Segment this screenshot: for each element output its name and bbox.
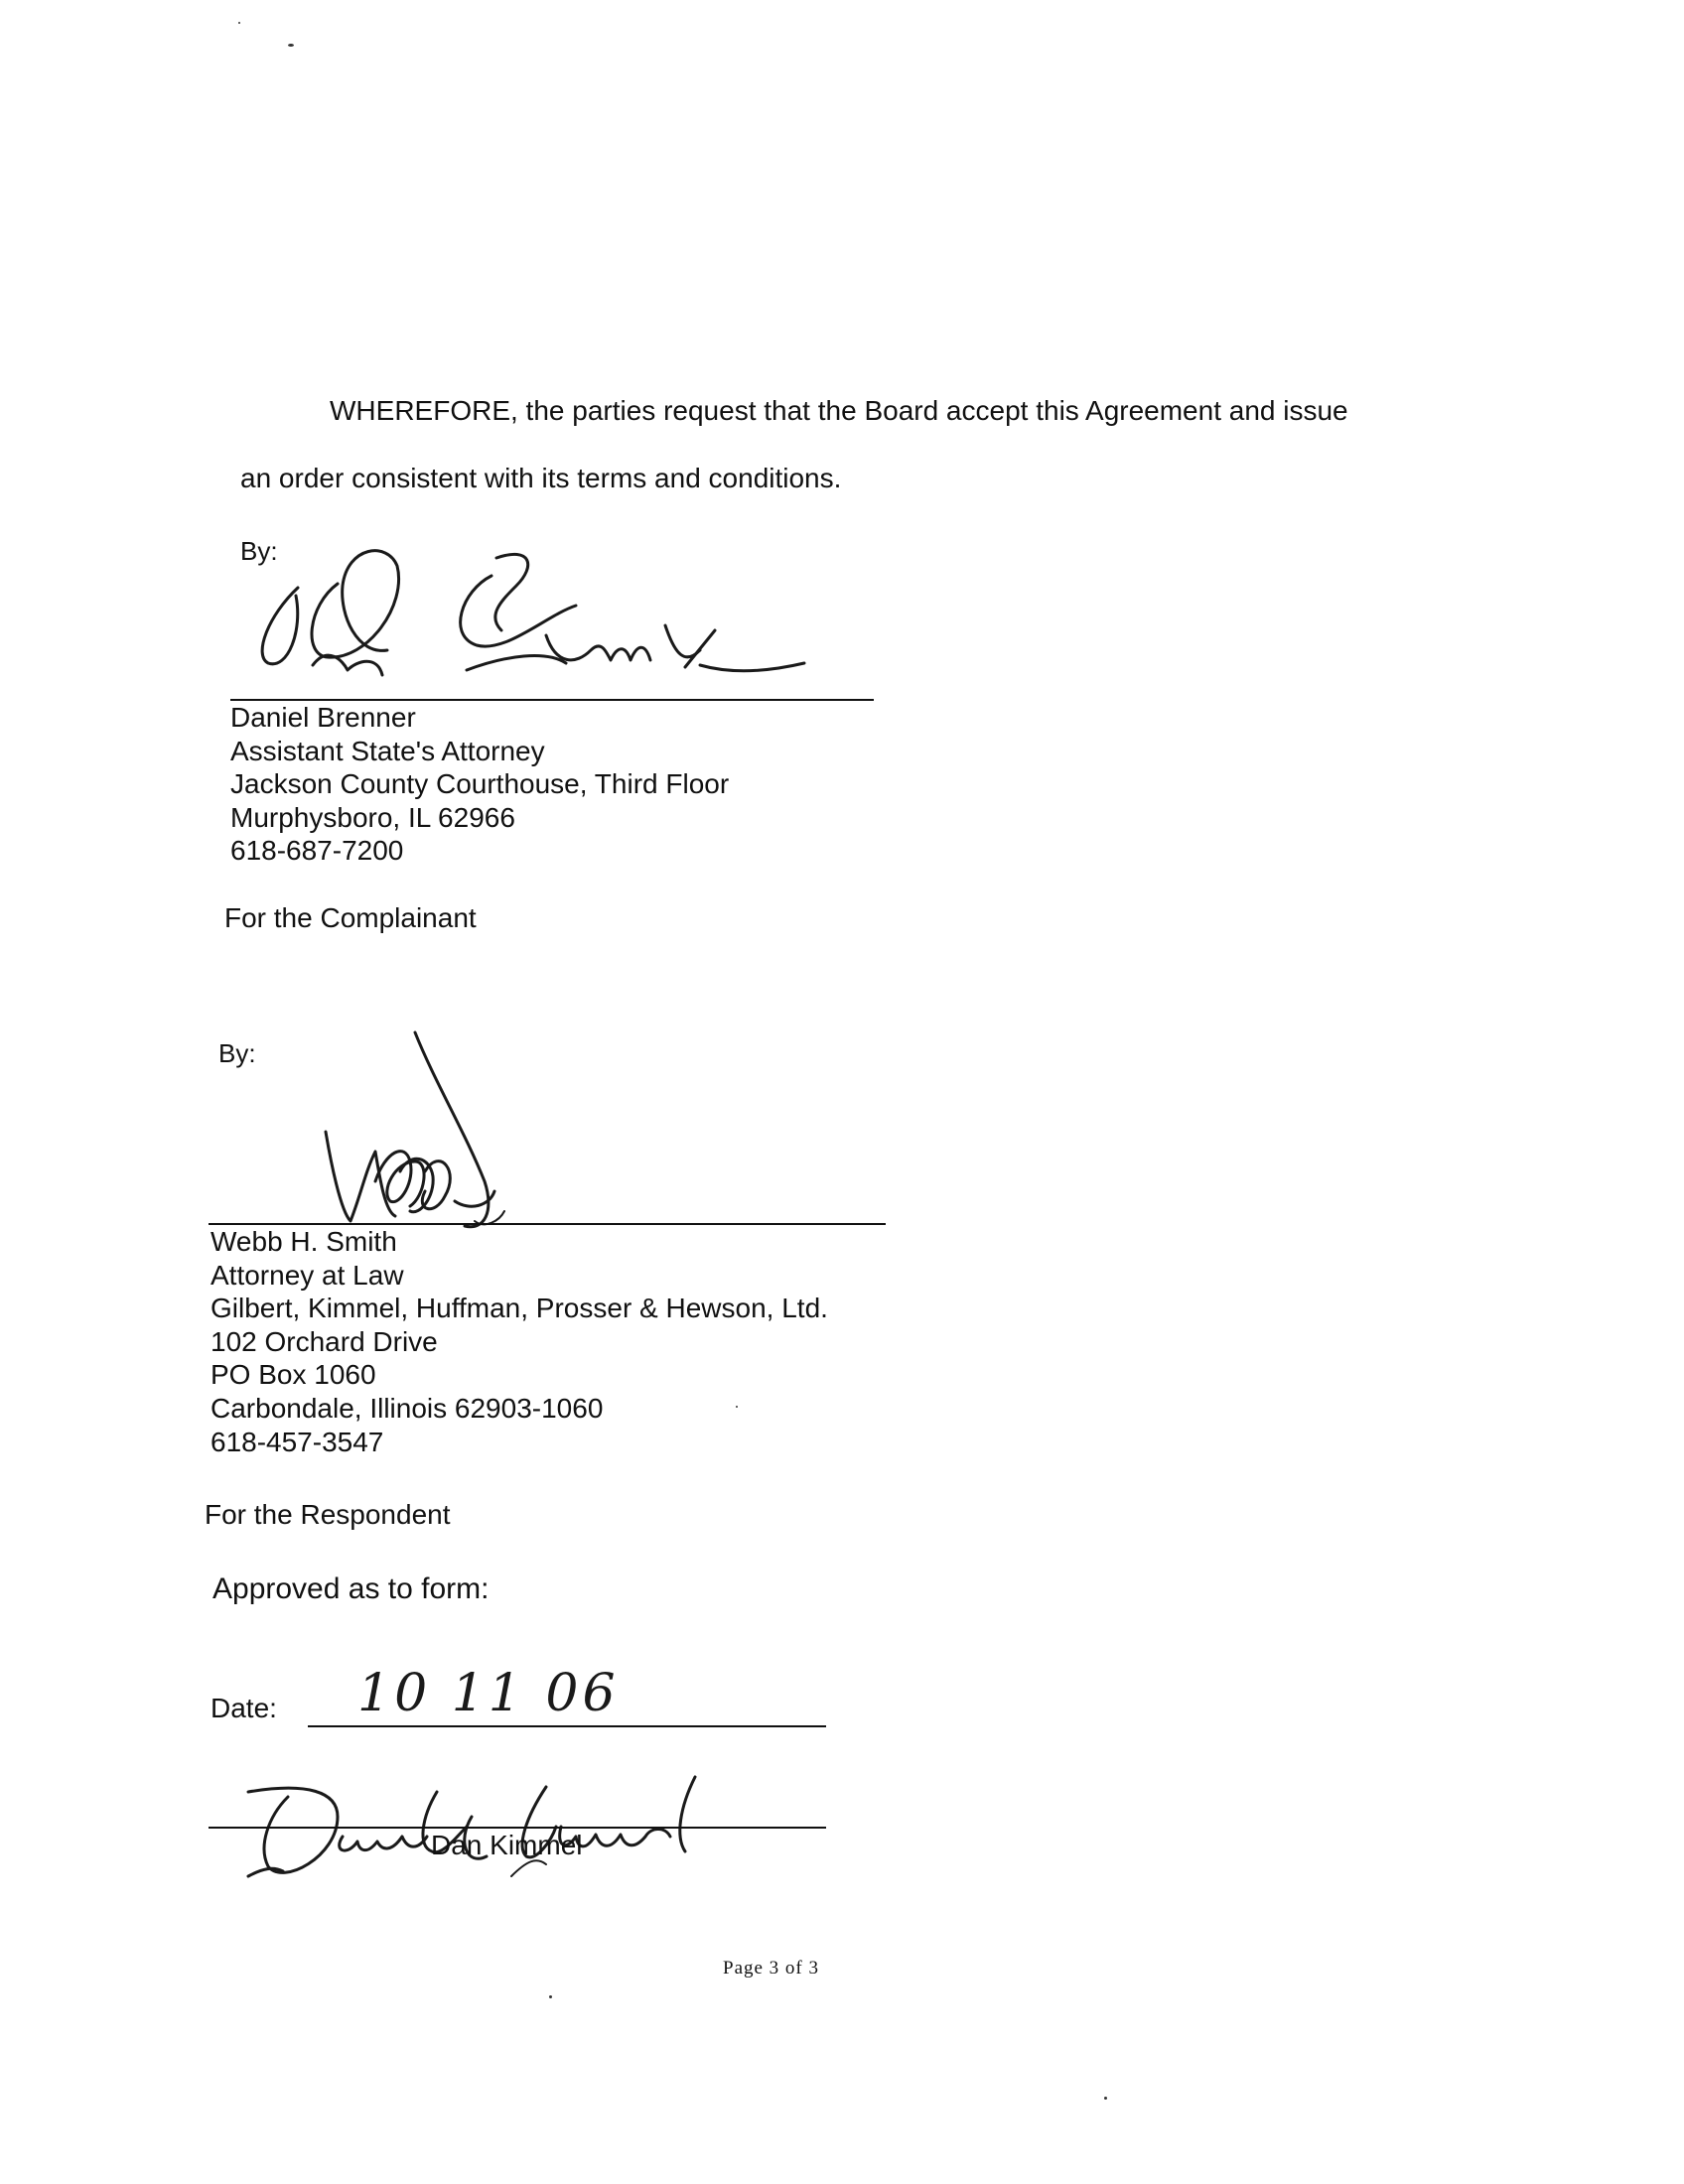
complainant-role: For the Complainant [224, 902, 477, 933]
respondent-address-1: 102 Orchard Drive [210, 1325, 438, 1357]
complainant-title: Assistant State's Attorney [230, 735, 545, 766]
scan-speck [238, 22, 240, 24]
complainant-signature [248, 536, 864, 705]
body-paragraph-line-1: WHEREFORE, the parties request that the Board accept this Agreement and issue [330, 395, 1348, 426]
approved-as-to-form-label: Approved as to form: [212, 1572, 490, 1605]
page-number: Page 3 of 3 [723, 1958, 820, 1979]
scan-speck [549, 1995, 552, 1998]
respondent-address-2: PO Box 1060 [210, 1359, 376, 1391]
complainant-name: Daniel Brenner [230, 702, 416, 733]
respondent-firm: Gilbert, Kimmel, Huffman, Prosser & Hewson, Ltd. [210, 1293, 828, 1324]
complainant-address-1: Jackson County Courthouse, Third Floor [230, 768, 730, 800]
kimmel-signature [228, 1757, 745, 1886]
complainant-phone: 618-687-7200 [230, 835, 404, 867]
respondent-phone: 618-457-3547 [210, 1426, 384, 1457]
respondent-title: Attorney at Law [210, 1259, 404, 1291]
respondent-by-label: By: [218, 1038, 256, 1068]
scan-speck [288, 44, 294, 47]
date-line [308, 1725, 826, 1727]
complainant-by-label: By: [240, 536, 278, 566]
date-label: Date: [210, 1693, 277, 1723]
scan-speck [736, 1406, 738, 1408]
scan-speck [1104, 2097, 1107, 2100]
respondent-signature [316, 1023, 574, 1251]
complainant-details [230, 701, 729, 868]
respondent-address-3: Carbondale, Illinois 62903-1060 [210, 1392, 604, 1424]
complainant-address-2: Murphysboro, IL 62966 [230, 801, 515, 833]
body-paragraph-line-2: an order consistent with its terms and conditions. [240, 463, 842, 493]
approver-name: Dan Kimmel [431, 1830, 583, 1860]
date-value: 10 11 06 [357, 1664, 620, 1723]
respondent-name: Webb H. Smith [210, 1226, 397, 1257]
respondent-details [210, 1225, 828, 1458]
respondent-role: For the Respondent [205, 1499, 451, 1530]
